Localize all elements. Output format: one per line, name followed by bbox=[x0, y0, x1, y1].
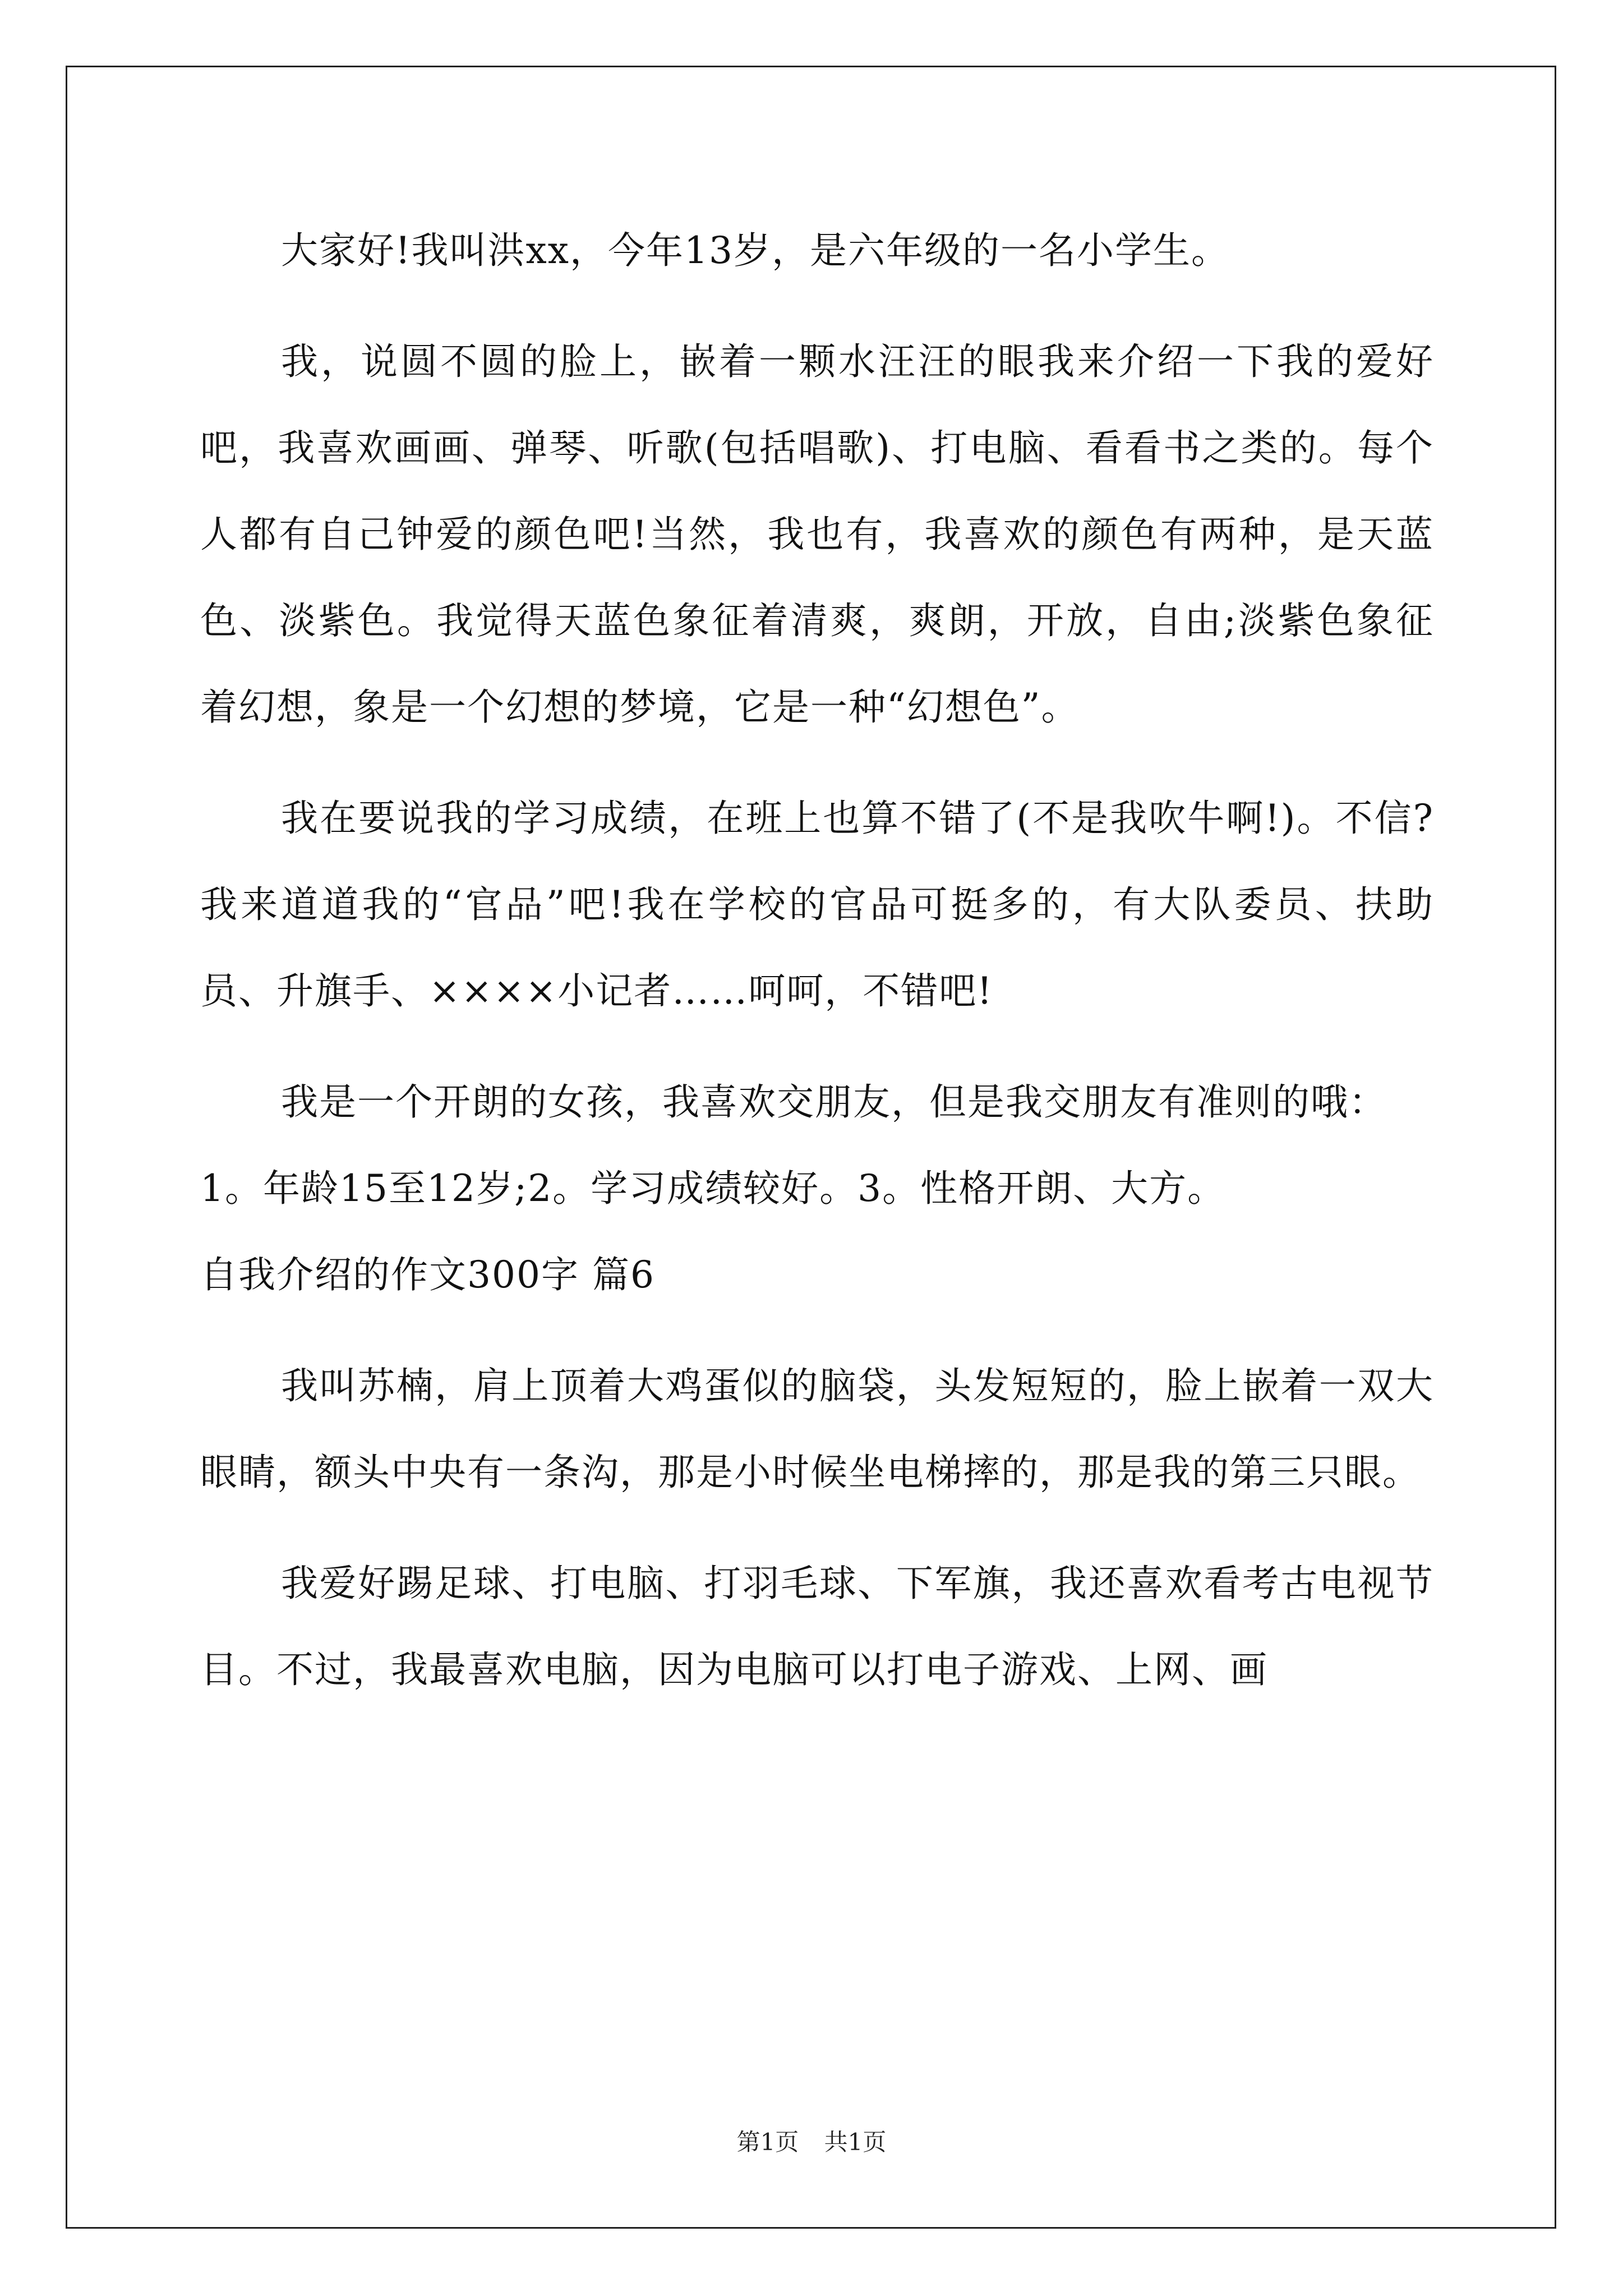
page-number-current: 第1页 bbox=[736, 2128, 799, 2156]
paragraph-grades: 我在要说我的学习成绩，在班上也算不错了(不是我吹牛啊!)。不信?我来道道我的“官品”吧!我在学校的官品可挺多的，有大队委员、扶助员、升旗手、××××小记者……呵呵，不错吧! bbox=[200, 797, 1434, 1013]
page-number-total: 共1页 bbox=[824, 2128, 887, 2156]
page-footer bbox=[0, 2124, 1623, 2157]
paragraph-intro: 大家好!我叫洪xx，今年13岁，是六年级的一名小学生。 bbox=[281, 229, 1229, 272]
paragraph-sunan-hobbies: 我爱好踢足球、打电脑、打羽毛球、下军旗，我还喜欢看考古电视节目。不过，我最喜欢电脑，因为电脑可以打电子游戏、上网、画 bbox=[200, 1562, 1434, 1691]
paragraph-hobbies-colors: 我，说圆不圆的脸上，嵌着一颗水汪汪的眼我来介绍一下我的爱好吧，我喜欢画画、弹琴、听歌(包括唱歌)、打电脑、看看书之类的。每个人都有自己钟爱的颜色吧!当然，我也有，我喜欢的颜色有两种，是天蓝色、淡紫色。我觉得天蓝色象征着清爽，爽朗，开放，自由;淡紫色象征着幻想，象是一个幻想的梦境，它是一种“幻想色”。 bbox=[200, 340, 1434, 729]
paragraph-friend-rules: 1。年龄15至12岁;2。学习成绩较好。3。性格开朗、大方。 bbox=[200, 1167, 1226, 1210]
document-body bbox=[200, 208, 1434, 1738]
section-heading: 自我介绍的作文300字 篇6 bbox=[200, 1253, 655, 1296]
paragraph-friends: 我是一个开朗的女孩，我喜欢交朋友，但是我交朋友有准则的哦： bbox=[281, 1080, 1387, 1124]
paragraph-sunan-intro: 我叫苏楠，肩上顶着大鸡蛋似的脑袋，头发短短的，脸上嵌着一双大眼睛，额头中央有一条沟，那是小时候坐电梯摔的，那是我的第三只眼。 bbox=[200, 1364, 1434, 1494]
